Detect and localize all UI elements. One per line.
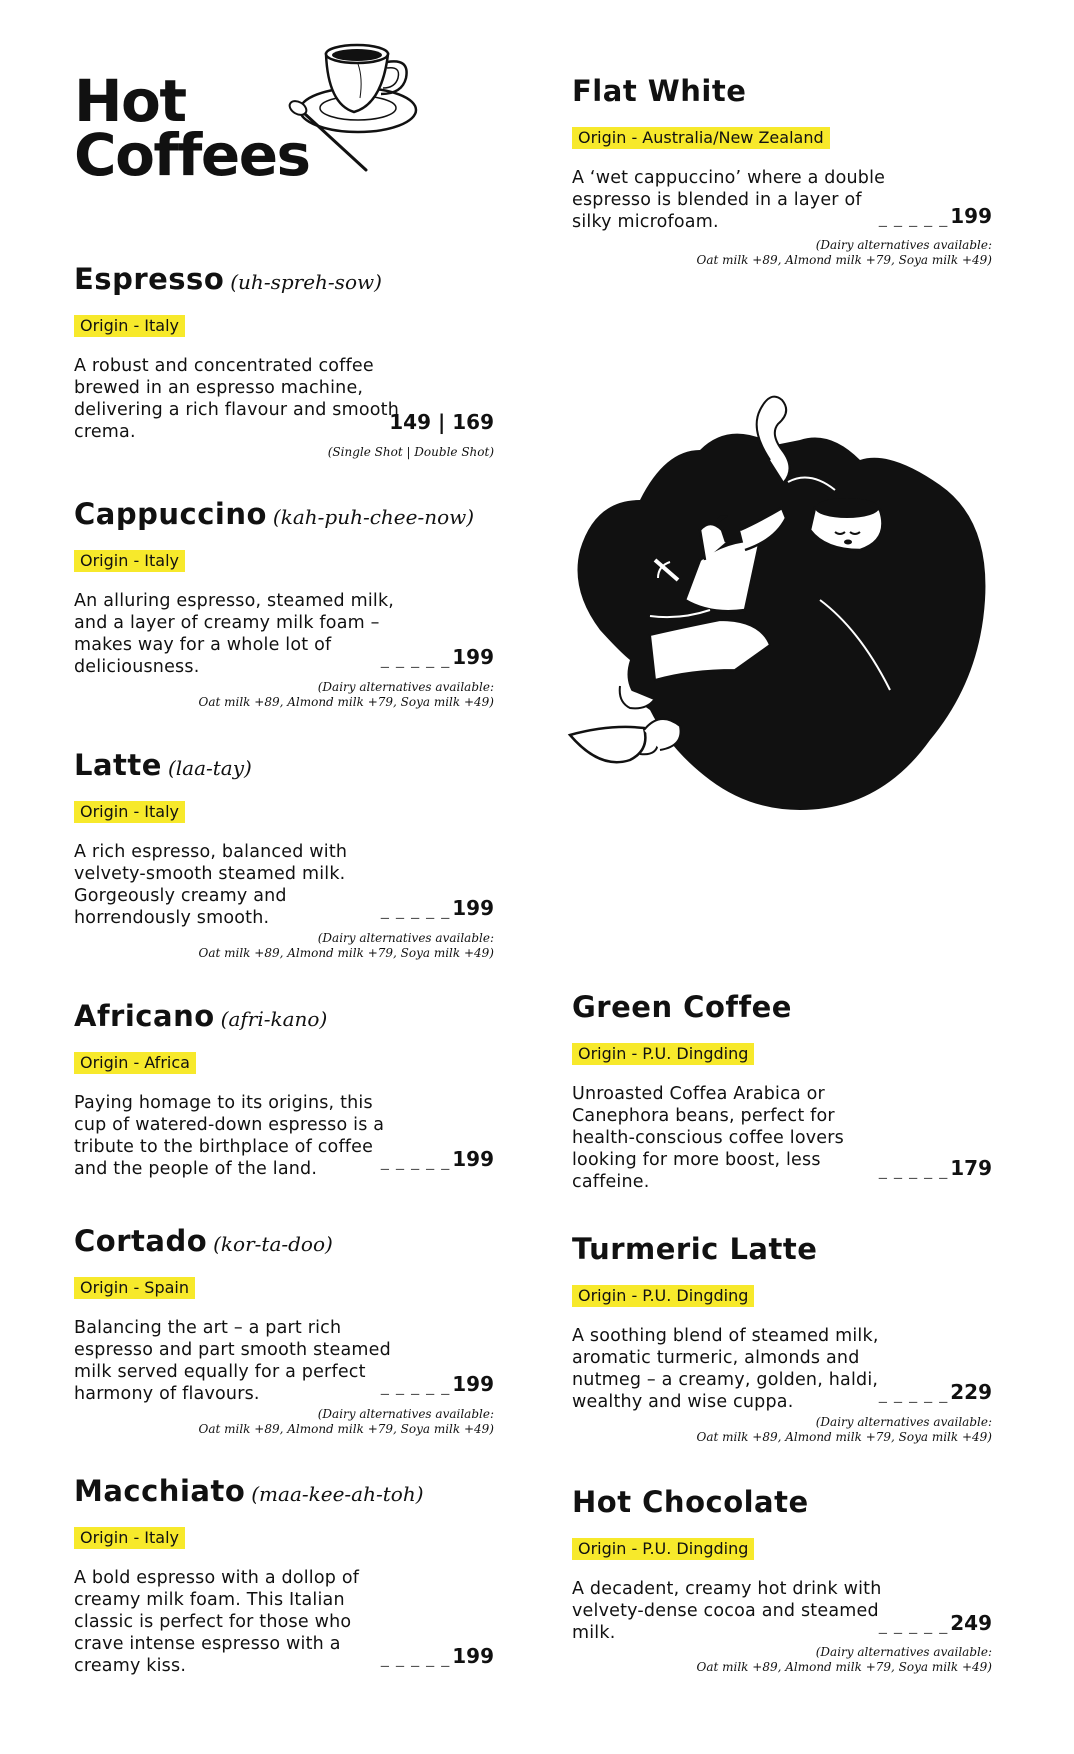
item-description: A rich espresso, balanced with velvety-smooth steamed milk. Gorgeously creamy and horrendously smooth. (74, 842, 348, 928)
item-note: (Dairy alternatives available: Oat milk +89, Almond milk +79, Soya milk +49) (696, 1645, 992, 1674)
item-pronunciation: (kah-puh-chee-now) (272, 505, 475, 529)
menu-item-cappuccino (74, 497, 494, 709)
price-value: 179 (950, 1156, 992, 1180)
item-name: Africano (74, 999, 215, 1033)
item-description: Paying homage to its origins, this cup of watered-down espresso is a tribute to the birthplace of coffee and the people of the land. (74, 1093, 385, 1179)
price-value: 199 (452, 1147, 494, 1171)
coffee-cup-saucer-spoon-icon (288, 38, 438, 183)
item-name: Hot Chocolate (572, 1485, 809, 1519)
item-name: Espresso (74, 262, 225, 296)
page-title-line2: Coffees (74, 121, 310, 189)
price-leader: _ _ _ _ _ (878, 1384, 949, 1403)
price-leader: _ _ _ _ _ (380, 1376, 451, 1395)
price-leader: _ _ _ _ _ (380, 1151, 451, 1170)
menu-item-espresso (74, 262, 494, 459)
item-pronunciation: (afri-kano) (220, 1007, 328, 1031)
page-title (74, 67, 310, 189)
item-pronunciation: (uh-spreh-sow) (230, 270, 382, 294)
item-price (381, 1372, 494, 1396)
price-leader: _ _ _ _ _ (380, 1648, 451, 1667)
item-pronunciation: (laa-tay) (167, 756, 252, 780)
item-description: A soothing blend of steamed milk, aromatic turmeric, almonds and nutmeg – a creamy, golden, haldi, wealthy and wise cuppa. (572, 1326, 879, 1412)
item-price (879, 1611, 992, 1635)
item-name: Latte (74, 748, 162, 782)
item-name: Cortado (74, 1224, 208, 1258)
item-description: An alluring espresso, steamed milk, and a layer of creamy milk foam – makes way for a whole lot of deliciousness. (74, 591, 395, 677)
origin-badge: Origin - P.U. Dingding (572, 1285, 754, 1307)
item-price (381, 1147, 494, 1171)
item-price (389, 410, 494, 434)
origin-badge: Origin - Africa (74, 1052, 196, 1074)
price-value: 199 (452, 896, 494, 920)
origin-badge: Origin - Australia/New Zealand (572, 127, 830, 149)
origin-badge: Origin - P.U. Dingding (572, 1538, 754, 1560)
item-note: (Dairy alternatives available: Oat milk +89, Almond milk +79, Soya milk +49) (696, 238, 992, 267)
origin-badge: Origin - Spain (74, 1277, 195, 1299)
item-name: Green Coffee (572, 990, 792, 1024)
price-leader: _ _ _ _ _ (878, 208, 949, 227)
origin-badge: Origin - Italy (74, 550, 185, 572)
item-description: A robust and concentrated coffee brewed in an espresso machine, delivering a rich flavour and smooth crema. (74, 356, 400, 442)
item-note: (Single Shot | Double Shot) (327, 445, 494, 459)
price-value: 229 (950, 1380, 992, 1404)
price-value: 199 (950, 204, 992, 228)
menu-item-hot-chocolate (572, 1485, 992, 1674)
price-value: 199 (452, 645, 494, 669)
origin-badge: Origin - Italy (74, 801, 185, 823)
item-pronunciation: (maa-kee-ah-toh) (251, 1482, 424, 1506)
item-price (879, 1156, 992, 1180)
item-price (879, 1380, 992, 1404)
item-price (879, 204, 992, 228)
price-value: 199 (452, 1372, 494, 1396)
menu-item-turmeric-latte (572, 1232, 992, 1444)
price-value: 249 (950, 1611, 992, 1635)
item-description: A ‘wet cappuccino’ where a double espresso is blended in a layer of silky microfoam. (572, 168, 886, 232)
item-name: Flat White (572, 74, 747, 108)
origin-badge: Origin - Italy (74, 315, 185, 337)
price-leader: _ _ _ _ _ (380, 900, 451, 919)
figure-pouring-coffee-illustration (560, 390, 1000, 870)
item-description: A bold espresso with a dollop of creamy milk foam. This Italian classic is perfect for those who crave intense espresso with a creamy kiss. (74, 1568, 360, 1676)
item-pronunciation: (kor-ta-doo) (213, 1232, 333, 1256)
item-note: (Dairy alternatives available: Oat milk +89, Almond milk +79, Soya milk +49) (696, 1415, 992, 1444)
item-description: A decadent, creamy hot drink with velvety-dense cocoa and steamed milk. (572, 1579, 882, 1643)
item-price (381, 645, 494, 669)
item-note: (Dairy alternatives available: Oat milk +89, Almond milk +79, Soya milk +49) (198, 931, 494, 960)
price-value: 199 (452, 1644, 494, 1668)
menu-item-latte (74, 748, 494, 960)
item-description: Balancing the art – a part rich espresso and part smooth steamed milk served equally for a perfect harmony of flavours. (74, 1318, 391, 1404)
menu-item-africano (74, 999, 494, 1180)
price-value: 149 | 169 (389, 410, 494, 434)
menu-item-flat-white (572, 74, 992, 267)
menu-item-cortado (74, 1224, 494, 1436)
menu-item-macchiato (74, 1474, 494, 1677)
item-price (381, 1644, 494, 1668)
item-name: Macchiato (74, 1474, 246, 1508)
item-name: Turmeric Latte (572, 1232, 818, 1266)
price-leader: _ _ _ _ _ (878, 1615, 949, 1634)
item-name: Cappuccino (74, 497, 267, 531)
item-description: Unroasted Coffea Arabica or Canephora beans, perfect for health-conscious coffee lovers looking for more boost, less caffeine. (572, 1084, 844, 1192)
menu-item-green-coffee (572, 990, 992, 1193)
item-price (381, 896, 494, 920)
origin-badge: Origin - Italy (74, 1527, 185, 1549)
price-leader: _ _ _ _ _ (878, 1160, 949, 1179)
item-note: (Dairy alternatives available: Oat milk +89, Almond milk +79, Soya milk +49) (198, 1407, 494, 1436)
page-title-line1: Hot (74, 67, 186, 135)
origin-badge: Origin - P.U. Dingding (572, 1043, 754, 1065)
item-note: (Dairy alternatives available: Oat milk +89, Almond milk +79, Soya milk +49) (198, 680, 494, 709)
price-leader: _ _ _ _ _ (380, 649, 451, 668)
